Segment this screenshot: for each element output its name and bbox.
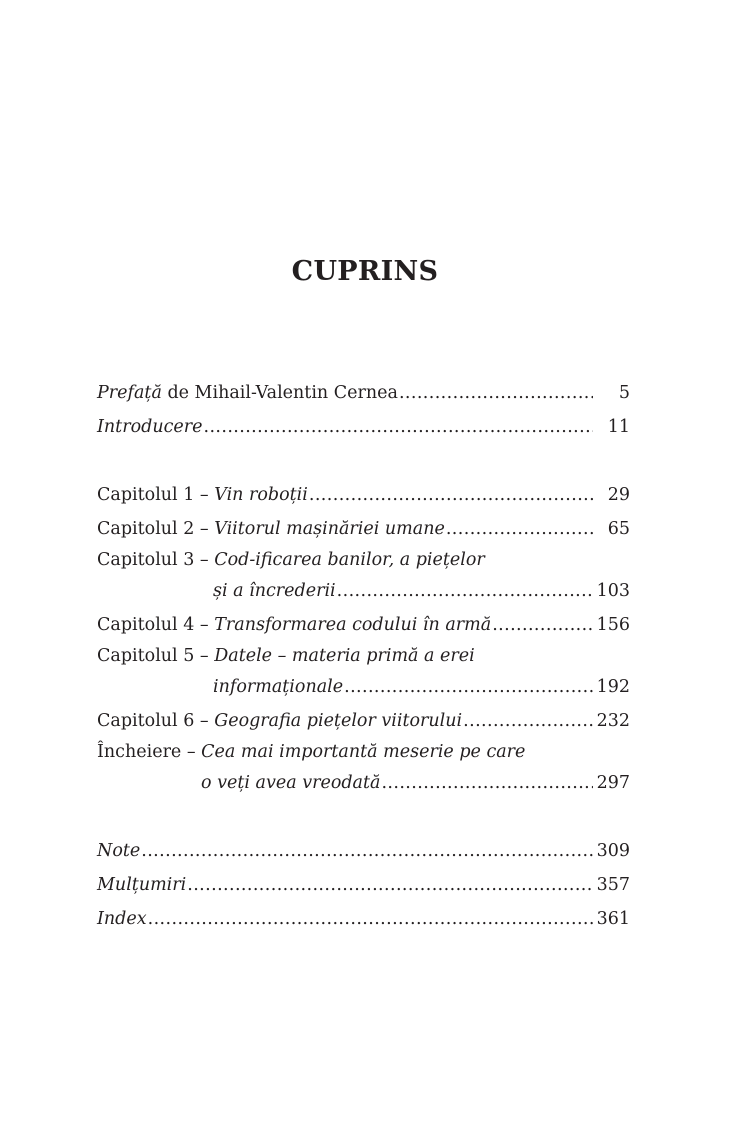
dot-leader [148, 902, 593, 936]
toc-entry-chapter-1[interactable] [97, 478, 630, 512]
toc-page-number: 5 [618, 383, 630, 403]
toc-entry-title: Cea mai importantă meserie pe care [201, 742, 526, 762]
toc-entry-multumiri[interactable] [97, 868, 630, 902]
toc-entry-title: Viitorul mașinăriei umane [214, 519, 445, 539]
toc-entry-chapter-6[interactable] [97, 704, 630, 738]
toc-entry-title: Index [97, 909, 147, 929]
toc-entry-title: Note [97, 841, 141, 861]
toc-chapter-prefix: Capitolul 5 – [97, 646, 215, 666]
table-of-contents [97, 376, 630, 936]
toc-page-number: 361 [596, 909, 630, 929]
toc-page-number: 65 [607, 519, 630, 539]
toc-entry-title-continued: informaționale [213, 677, 344, 697]
dot-leader [492, 608, 593, 642]
toc-page-number: 357 [596, 875, 630, 895]
toc-entry-chapter-4[interactable] [97, 608, 630, 642]
toc-entry-title-continued: și a încrederii [213, 581, 336, 601]
toc-page-number: 103 [596, 581, 630, 601]
toc-chapter-prefix: Capitolul 6 – [97, 711, 215, 731]
toc-chapter-prefix: Capitolul 2 – [97, 519, 215, 539]
page-title: CUPRINS [291, 256, 439, 287]
toc-entry-title: Transformarea codului în armă [214, 615, 492, 635]
toc-entry-introducere[interactable] [97, 410, 630, 444]
toc-chapter-prefix: Capitolul 3 – [97, 550, 215, 570]
dot-leader [337, 574, 593, 608]
toc-entry-title-continued: o veți avea vreodată [201, 773, 381, 793]
toc-page-number: 192 [596, 677, 630, 697]
toc-entry-title: Vin roboții [214, 485, 308, 505]
dot-leader [141, 834, 593, 868]
toc-page-number: 309 [596, 841, 630, 861]
toc-entry-chapter-5[interactable] [97, 642, 630, 704]
toc-entry-prefata[interactable] [97, 376, 630, 410]
toc-entry-title: Mulțumiri [97, 875, 187, 895]
toc-entry-title: Introducere [97, 417, 203, 437]
toc-entry-author: de Mihail-Valentin Cernea [161, 383, 398, 403]
toc-entry-note[interactable] [97, 834, 630, 868]
toc-entry-title: Prefață [97, 383, 162, 403]
toc-page-number: 232 [596, 711, 630, 731]
dot-leader [399, 376, 593, 410]
toc-entry-incheiere[interactable] [97, 738, 630, 800]
toc-entry-chapter-3[interactable] [97, 546, 630, 608]
toc-chapter-prefix: Încheiere – [97, 742, 202, 762]
dot-leader [203, 410, 593, 444]
dot-leader [381, 766, 593, 800]
dot-leader [309, 478, 593, 512]
dot-leader [344, 670, 593, 704]
dot-leader [187, 868, 593, 902]
toc-page-number: 11 [607, 417, 630, 437]
toc-entry-chapter-2[interactable] [97, 512, 630, 546]
toc-page-number: 297 [596, 773, 630, 793]
toc-page-number: 29 [607, 485, 630, 505]
dot-leader [446, 512, 593, 546]
toc-entry-title: Datele – materia primă a erei [214, 646, 475, 666]
toc-entry-title: Geografia piețelor viitorului [214, 711, 463, 731]
toc-chapter-prefix: Capitolul 4 – [97, 615, 215, 635]
dot-leader [463, 704, 593, 738]
toc-page-number: 156 [596, 615, 630, 635]
toc-entry-index[interactable] [97, 902, 630, 936]
toc-chapter-prefix: Capitolul 1 – [97, 485, 215, 505]
toc-entry-title: Cod-ificarea banilor, a piețelor [214, 550, 485, 570]
